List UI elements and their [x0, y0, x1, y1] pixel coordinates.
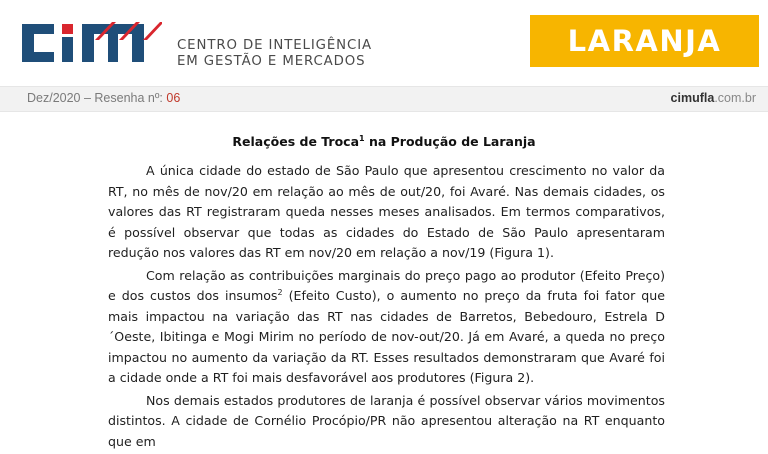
article-title	[0, 134, 768, 149]
logo-slash-3	[143, 22, 162, 40]
title-main: Relações de Troca	[232, 134, 360, 150]
p2-start: Com relação as contribuições marginais do preço pago ao produtor (Efeito Preço) e dos custos dos insumos	[108, 267, 665, 303]
paragraph-3: Nos demais estados produtores de laranja é possível observar vários movimentos distintos. A cidade de Cornélio Procópio/PR não apresentou alteração na RT enquanto que em	[108, 392, 665, 449]
brand-line-1: CENTRO DE INTELIGÊNCIA	[177, 38, 373, 53]
logo-letter-i-stem	[62, 37, 73, 62]
brand-line-2: EM GESTÃO E MERCADOS	[177, 54, 366, 69]
paragraph-1: A única cidade do estado de São Paulo que apresentou crescimento no valor da RT, no mês de nov/20 em relação ao mês de out/20, foi Avaré. Nas demais cidades, os valores das RT registraram queda nesses meses analisados. Em termos comparativos, é possível observar que todas as cidades do Estado de São Paulo apresentaram redução nos valores das RT em nov/20 em relação a nov/19 (Figura 1).	[108, 163, 665, 260]
edition-prefix: Dez/2020 – Resenha nº:	[27, 91, 167, 105]
p2-footnote-ref: 2	[277, 287, 283, 297]
category-badge: LARANJA	[530, 15, 759, 67]
site-link[interactable]	[671, 91, 756, 105]
site-domain[interactable]: .com.br	[714, 91, 756, 105]
logo-letter-i-dot	[62, 24, 73, 34]
edition-label	[27, 91, 180, 105]
edition-number: 06	[166, 91, 181, 105]
p2-end: (Efeito Custo), o aumento no preço da fruta foi fator que mais impactou na variação das RT nas cidades de Barretos, Bebedouro, Estrela D´Oeste, Ibitinga e Mogi Mirim no período de nov-out/20. Já em Avaré, a queda no preço impactou no aumento da variação da RT. Esses resultados demonstraram que Avaré foi a cidade onde a RT foi mais desfavorável aos produtores (Figura 2).	[108, 288, 665, 385]
title-footnote-ref: 1	[359, 134, 365, 143]
site-bold[interactable]: cimufla	[670, 91, 715, 105]
paragraph-2	[108, 266, 665, 389]
title-rest: na Produção de Laranja	[364, 134, 536, 150]
logo-letter-c	[22, 24, 54, 62]
article-body	[108, 161, 665, 454]
cim-logo	[20, 18, 162, 68]
logo-letter-m	[82, 24, 144, 62]
meta-bar	[0, 86, 768, 112]
brand-name	[177, 38, 372, 70]
